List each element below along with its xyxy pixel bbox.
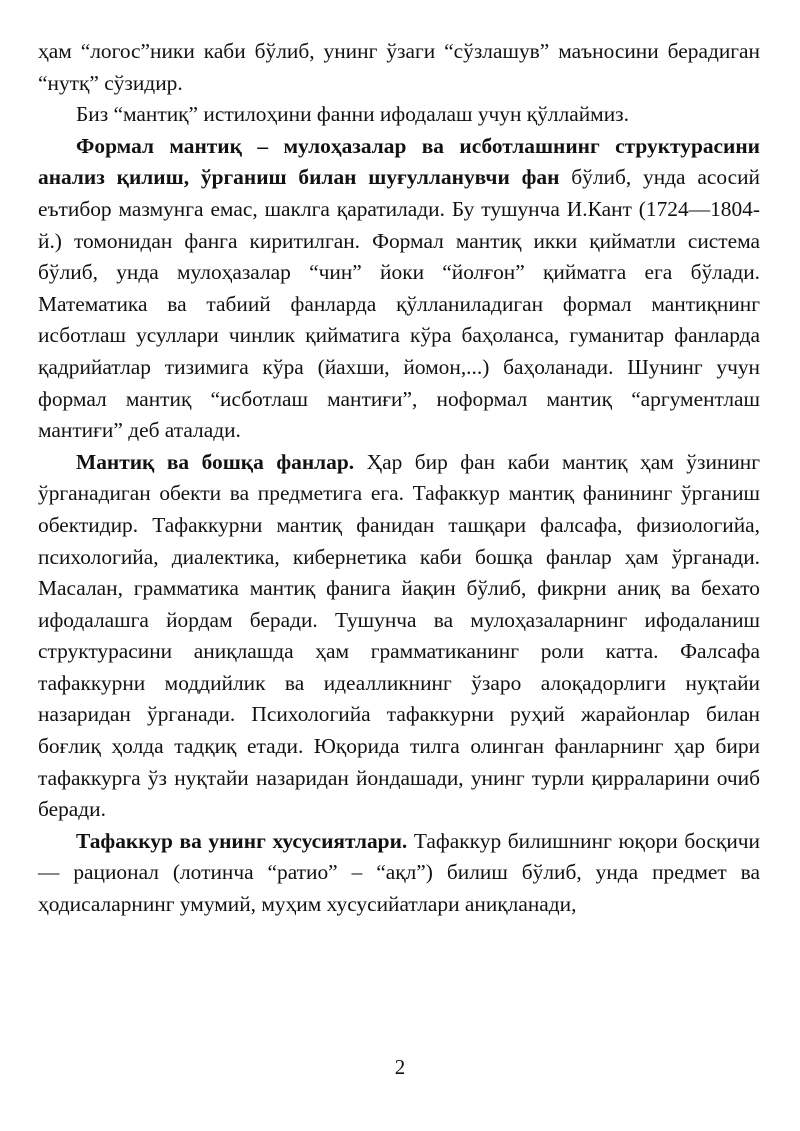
logic-and-sciences-heading: Мантиқ ва бошқа фанлар. xyxy=(76,449,355,474)
thinking-heading: Тафаккур ва унинг хусусиятлари. xyxy=(76,828,408,853)
document-page xyxy=(38,36,760,921)
paragraph-2-text: Биз “мантиқ” истилоҳини фанни ифодалаш учун қўллаймиз. xyxy=(76,102,629,127)
paragraph-2 xyxy=(38,99,760,131)
paragraph-1-text: ҳам “логос”ники каби бўлиб, унинг ўзаги “сўзлашув” маъносини берадиган “нутқ” сўзидир. xyxy=(38,39,760,95)
formal-logic-definition: Формал мантиқ – мулоҳазалар ва исботлашнинг структурасини анализ қилиш, ўрганиш билан шуғулланувчи фан xyxy=(38,133,760,190)
logic-and-sciences-text: Ҳар бир фан каби мантиқ ҳам ўзининг ўрганадиган обекти ва предметига ега. Тафаккур мантиқ фанининг ўрганиш обектидир. Тафаккурни мантиқ фанидан ташқари фалсафа, физиологийа, психологийа, диалектика, кибернетика каби бошқа фанлар ҳам ўрганади. Масалан, грамматика мантиқ фанига йақин бўлиб, фикрни аниқ ва бехато ифодалашга йордам беради. Тушунча ва мулоҳазаларнинг ифодаланиш структурасини аниқлашда ҳам грамматиканинг роли катта. Фалсафа тафаккурни моддийлик ва идеалликнинг ўзаро алоқадорлиги нуқтайи назаридан ўрганади. Психологийа тафаккурни руҳий жарайонлар билан боғлиқ ҳолда тадқиқ етади. Юқорида тилга олинган фанларнинг ҳар бири тафаккурга ўз нуқтайи назаридан йондашади, унинг турли қирраларини очиб беради. xyxy=(38,449,761,822)
paragraph-thinking xyxy=(38,826,760,921)
page-number: 2 xyxy=(394,1055,406,1079)
thinking-text: Тафаккур билишнинг юқори босқичи — рационал (лотинча “ратио” – “ақл”) билиш бўлиб, унда предмет ва ҳодисаларнинг умумий, муҳим хусусийатлари аниқланади, xyxy=(38,828,761,917)
paragraph-formal-logic xyxy=(38,131,760,447)
paragraph-logic-and-sciences xyxy=(38,447,760,826)
paragraph-1 xyxy=(38,36,760,99)
formal-logic-text: бўлиб, унда асосий еътибор мазмунга емас, шаклга қаратилади. Бу тушунча И.Кант (1724—1804-й.) томонидан фанга киритилган. Формал мантиқ икки қийматли система бўлиб, унда мулоҳазалар “чин” йоки “йолғон” қийматга ега бўлади. Математика ва табиий фанларда қўлланиладиган формал мантиқнинг исботлаш усуллари чинлик қийматига кўра баҳоланса, гуманитар фанларда қадрийатлар тизимига кўра (йахши, йомон,...) баҳоланади. Шунинг учун формал мантиқ “исботлаш мантиғи”, нoформал мантиқ “аргументлаш мантиғи” деб аталади. xyxy=(38,165,760,443)
